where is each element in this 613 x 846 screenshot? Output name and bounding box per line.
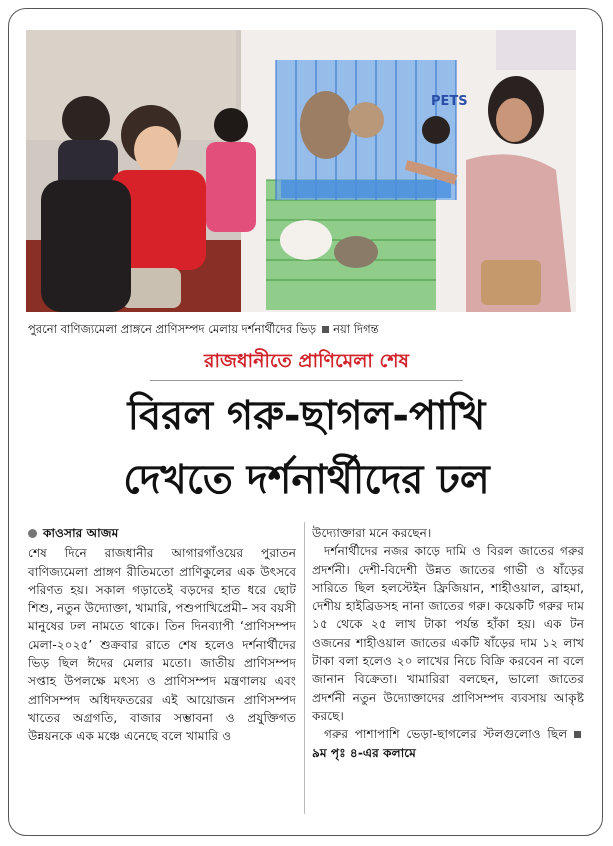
news-photo [26,30,576,312]
bullet-icon [28,529,37,538]
headline-line-2: দেখতে দর্শনার্থীদের ঢল [123,457,490,503]
article-column-left [28,524,296,746]
byline-name: কাওসার আজম [43,526,119,540]
paragraph: দর্শনার্থীদের নজর কাড়ে দামি ও বিরল জাতের গরুর প্রদর্শনী। দেশী-বিদেশী উন্নত জাতের গাভী ও ষাঁড়ের সারিতে ছিল হলস্টেইন ফ্রিজিয়ান, শাহীওয়াল, ব্রাহমা, দেশীয় হাইব্রিডসহ নানা জাতের গরু। কয়েকটি গরুর দাম ১৫ থেকে ২৫ লাখ টাকা পর্যন্ত হাঁকা হয়। এক টন ওজনের শাহীওয়াল জাতের একটি ষাঁড়ের দাম ১২ লাখ টাকা বলা হলেও ২০ লাখের নিচে বিক্রি করবেন না বলে জানান বিক্রেতা। খামারিরা বলছেন, ভালো জাতের প্রদর্শনী নতুন উদ্যোক্তাদের প্রাণিসম্পদ ব্যবসায় আকৃষ্ট করছে। [312,544,584,723]
kicker-divider [150,380,463,381]
headline-line-1: বিরল গরু-ছাগল-পাখি [127,393,486,439]
byline [28,524,296,542]
photo-caption [28,321,588,337]
square-icon [574,731,581,738]
caption-text: পুরনো বাণিজ্যমেলা প্রাঙ্গনে প্রাণিসম্পদ মেলায় দর্শনার্থীদের ভিড় [28,322,317,336]
photo-credit: নয়া দিগন্ত [333,322,379,336]
square-icon [322,326,329,333]
paragraph-last [312,725,584,762]
paragraph: উদ্যোক্তারা মনে করছেন। [312,526,432,540]
article-column-right [312,524,584,762]
jump-text: ৯ম পৃঃ ৪-এর কলামে [312,745,416,760]
kicker: রাজধানীতে প্রাণিমেলা শেষ [204,350,409,372]
paragraph: শেষ দিনে রাজধানীর আগারগাঁওয়ের পুরাতন বাণিজ্যমেলা প্রাঙ্গণ রীতিমতো প্রাণিকুলের এক উৎসবে পরিণত হয়। সকাল গড়াতেই বড়দের হাত ধরে ছোট শিশু, নতুন উদ্যোক্তা, খামারি, পশুপাখিপ্রেমী– সব বয়সী মানুষের ঢল নামতে থাকে। তিন দিনব্যাপী ‘প্রাণিসম্পদ মেলা-২০২৫’ শুক্রবার রাতে শেষ হলেও দর্শনার্থীদের ভিড় ছিল ঈদের মেলার মতো। জাতীয় প্রাণিসম্পদ সপ্তাহ উপলক্ষে মৎস্য ও প্রাণিসম্পদ মন্ত্রণালয় এবং প্রাণিসম্পদ অধিদফতরের এই আয়োজন প্রাণিসম্পদ খাতের অগ্রগতি, বাজার সম্ভাবনা ও প্রযুক্তিগত উন্নয়নকে এক মঞ্চে এনেছে বলে খামারি ও [28,546,296,744]
banner-text: PETS [431,94,468,109]
column-divider [304,522,305,814]
paragraph-text: গরুর পাশাপাশি ভেড়া-ছাগলের স্টলগুলোও ছিল [324,727,568,742]
